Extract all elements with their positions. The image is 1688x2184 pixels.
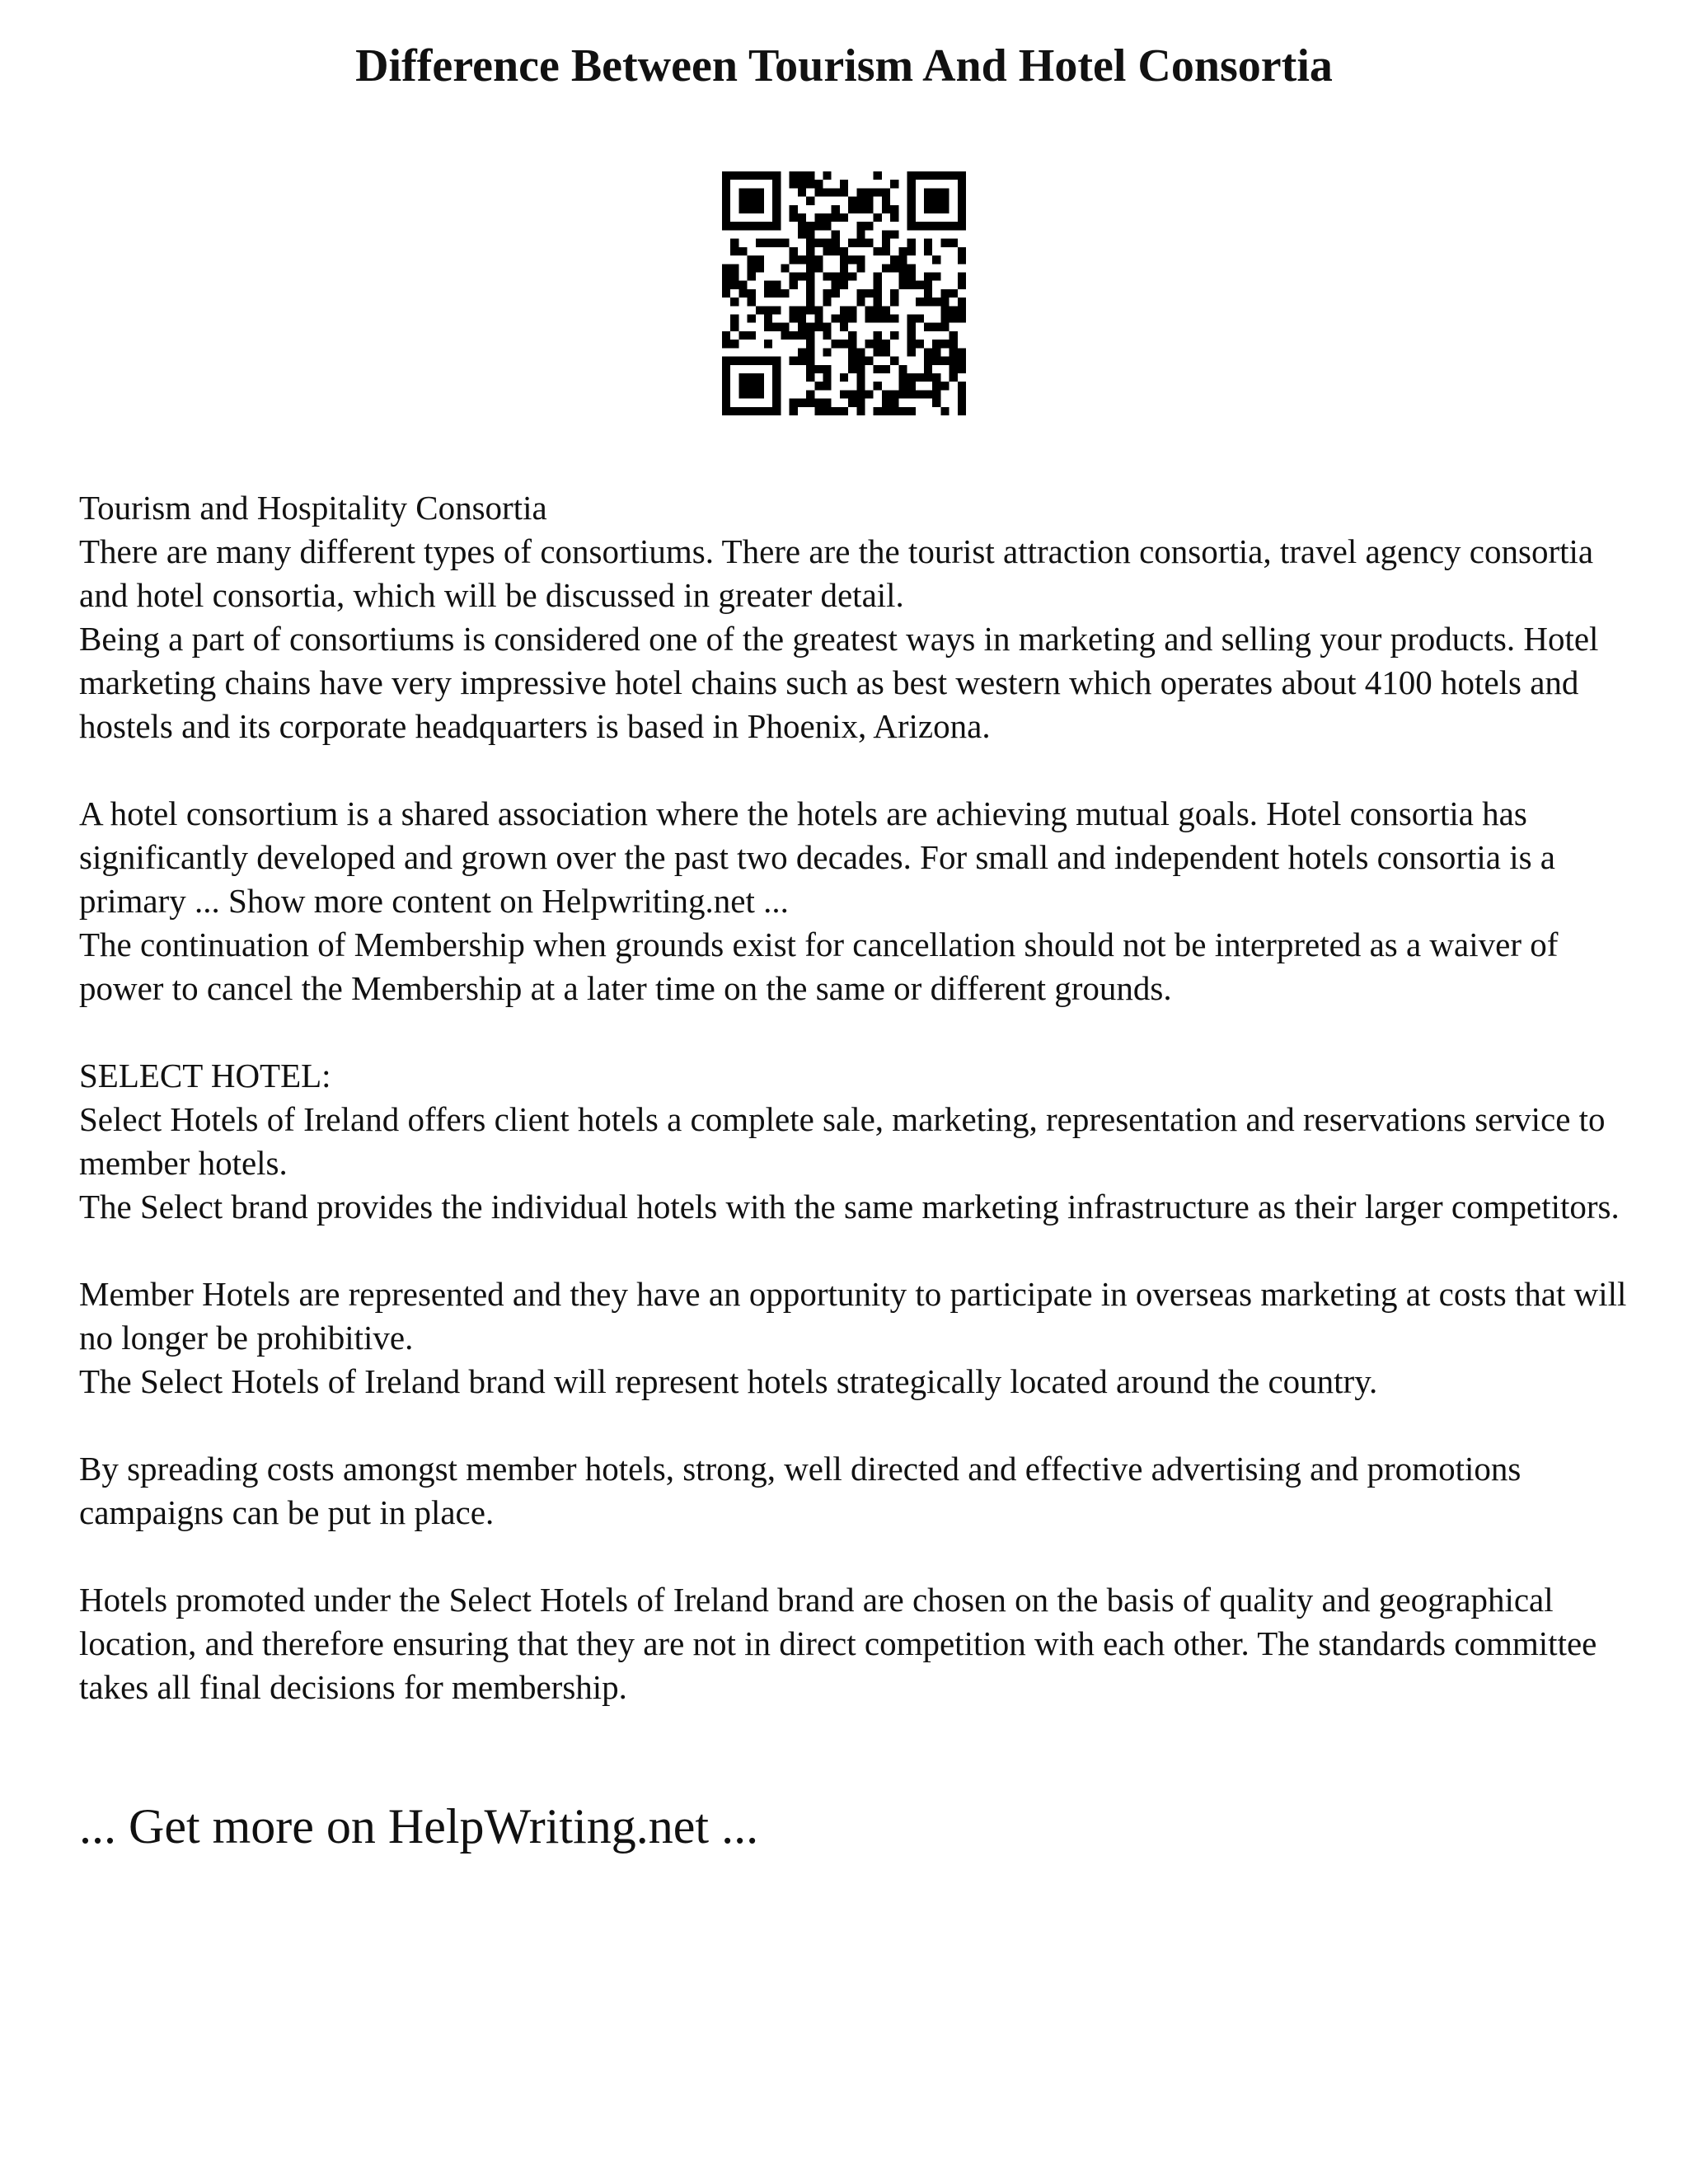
paragraph: Hotels promoted under the Select Hotels of Ireland brand are chosen on the basis of quality and geographical location, and therefore ensuring that they are not in direct competition with each other. The standards committee takes all final decisions for membership. — [79, 1581, 1597, 1706]
paragraph: Member Hotels are represented and they have an opportunity to participate in overseas marketing at costs that will no longer be prohibitive. — [79, 1275, 1627, 1357]
paragraph-spacer — [79, 1535, 1629, 1578]
paragraph: Select Hotels of Ireland offers client hotels a complete sale, marketing, representation and reservations service to member hotels. — [79, 1100, 1606, 1182]
qr-code-icon — [722, 171, 966, 415]
paragraph-spacer — [79, 1229, 1629, 1272]
page-title: Difference Between Tourism And Hotel Consortia — [355, 40, 1333, 91]
paragraph: The Select Hotels of Ireland brand will represent hotels strategically located around the country. — [79, 1362, 1378, 1400]
paragraph: Being a part of consortiums is considered one of the greatest ways in marketing and selling your products. Hotel marketing chains have very impressive hotel chains such as best western which operates about 4100 hotels and hostels and its corporate headquarters is based in Phoenix, Arizona. — [79, 620, 1599, 745]
paragraph: There are many different types of consortiums. There are the tourist attraction consortia, travel agency consortia and hotel consortia, which will be discussed in greater detail. — [79, 532, 1594, 614]
article-body — [79, 486, 1629, 1709]
paragraph: The continuation of Membership when grounds exist for cancellation should not be interpreted as a waiver of power to cancel the Membership at a later time on the same or different grounds. — [79, 926, 1559, 1007]
paragraph-spacer — [79, 1010, 1629, 1054]
get-more-link[interactable]: ... Get more on HelpWriting.net ... — [79, 1799, 759, 1854]
paragraph: The Select brand provides the individual hotels with the same marketing infrastructure as their larger competitors. — [79, 1188, 1620, 1226]
paragraph-spacer — [79, 1404, 1629, 1447]
section-heading: SELECT HOTEL: — [79, 1057, 331, 1094]
section-heading: Tourism and Hospitality Consortia — [79, 489, 547, 527]
paragraph-spacer — [79, 748, 1629, 792]
paragraph: A hotel consortium is a shared association where the hotels are achieving mutual goals. Hotel consortia has significantly developed and grown over the past two decades. For small and independent hotels consortia is a primary ... Show more content on Helpwriting.net ... — [79, 794, 1556, 920]
paragraph: By spreading costs amongst member hotels, strong, well directed and effective advertising and promotions campaigns can be put in place. — [79, 1450, 1522, 1531]
